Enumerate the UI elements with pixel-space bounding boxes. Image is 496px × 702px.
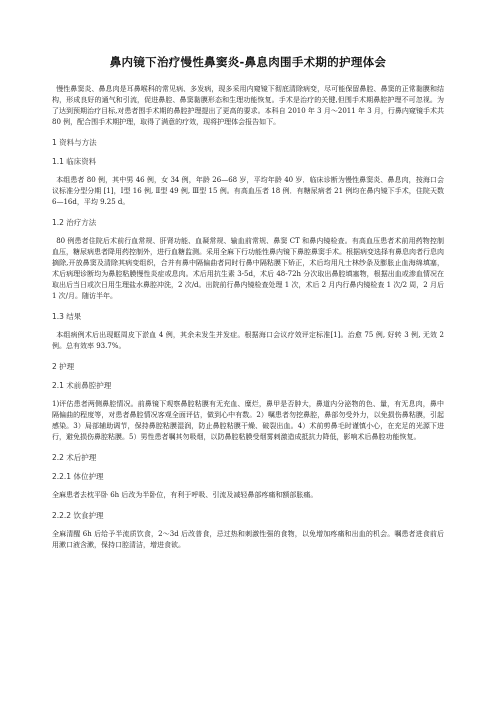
results-paragraph: 本组病例术后出现眶周皮下淤血 4 例，其余未发生并发症。根据海口会议疗效评定标准[1]。治愈 75 例, 好转 3 例, 无效 2 例。总有效率 93.7%。 — [52, 331, 444, 350]
preop-care-paragraph: 1)评估患者两侧鼻腔情况。前鼻镜下观察鼻腔粘膜有无充血、糜烂，鼻甲是否肿大，鼻道内分泌物的色、量，有无息肉，鼻中隔偏曲的程度等，对患者鼻腔情况客观全面评估，做到心中有数。2）嘱患者勿挖鼻腔，鼻部勿受外力，以免损伤鼻粘膜，引起感染。3）局部辅助调节，保持鼻腔粘膜湿润，防止鼻腔粘膜干燥、破裂出血。4）术前剪鼻毛时谨慎小心，在充足的光源下进行，避免损伤鼻腔粘膜。5）男性患者嘱其勿吸烟，以防鼻腔粘膜受烟雾刺激造成抵抗力降低，影响术后鼻腔功能恢复。 — [52, 400, 444, 441]
section-heading-1-1: 1.1 临床资料 — [52, 157, 97, 166]
intro-paragraph: 慢性鼻窦炎、鼻息肉是耳鼻喉科的常见病、多发病，现多采用内窥镜下彻底清除病变，尽可能保留鼻腔、鼻窦的正常黏膜和结构，形成良好的通气和引流，促进鼻腔、鼻窦黏膜形态和生理功能恢复。手术是治疗的关键,但围手术期鼻腔护理不可忽视。为了达到预期治疗目标,对患者围手术期的鼻腔护理提出了更高的要求。本科自 2010 年 3 月～2011 年 3 月，行鼻内窥镜手术共 80 例，配合围手术期护理，取得了满意的疗效，现将护理体会报告如下。 — [52, 85, 444, 126]
clinical-data-paragraph: 本组患者 80 例，其中男 46 例，女 34 例，年龄 26—68 岁，平均年龄 40 岁．临床诊断为慢性鼻窦炎、鼻息肉，按海口会议标准分型分期 [1]，Ⅰ型 16 例, Ⅱ型 49 例, Ⅲ型 15 例。有高血压者 18 例．有糖尿病者 21 例均在鼻内镜下手术，住院天数 6—16d，平均 9.25 d。 — [52, 176, 444, 206]
section-heading-2-2-1: 2.2.1 体位护理 — [52, 472, 104, 481]
section-heading-2-2-2: 2.2.2 饮食护理 — [52, 511, 104, 520]
section-heading-2-1: 2.1 术前鼻腔护理 — [52, 381, 112, 390]
position-care-paragraph: 全麻患者去枕平卧 6h 后改为半卧位，有利于呼吸、引流及减轻鼻部疼痛和额部胀痛。 — [52, 491, 318, 499]
section-heading-1: 1 资料与方法 — [52, 138, 97, 147]
diet-care-paragraph: 全麻清醒 6h 后给予半流质饮食，2～3d 后改普食，忌过热和刺激性强的食物，以免增加疼痛和出血的机会。嘱患者进食前后用漱口液含漱，保持口腔清洁，增进食欲。 — [52, 530, 444, 549]
section-heading-1-2: 1.2 治疗方法 — [52, 218, 97, 227]
section-heading-2: 2 护理 — [52, 362, 75, 371]
section-heading-2-2: 2.2 术后护理 — [52, 453, 97, 462]
document-title: 鼻内镜下治疗慢性鼻窦炎-鼻息肉围手术期的护理体会 — [109, 55, 387, 69]
treatment-paragraph: 80 例患者住院后术前行血常规、肝肾功能、血凝常规、输血前常规、鼻窦 CT 和鼻内镜检查。有高血压患者术前用药物控制血压，糖尿病患者降用药控制外，进行血糖监测。采用全麻下行功能性鼻内镜下鼻腔鼻窦手术。根据病变选择有鼻息肉者行息肉摘除,开放鼻窦及清除其病变组织，合并有鼻中隔偏曲者同时行鼻中隔粘膜下矫正，术后均用凡士林纱条及膨胀止血海绵填塞，术后病理诊断均为鼻腔粘膜慢性炎症或息肉。术后用抗生素 3-5d，术后 48-72h 分次取出鼻腔填塞物，根据出血或渗血情况在取出后当日或次日用生理盐水鼻腔冲洗，2 次/d。出院前行鼻内镜检查处理 1 次，术后 2 月内行鼻内镜检查 1 次/2 周，2 月后 1 次/月。随访半年。 — [52, 237, 444, 300]
section-heading-1-3: 1.3 结果 — [52, 312, 82, 321]
